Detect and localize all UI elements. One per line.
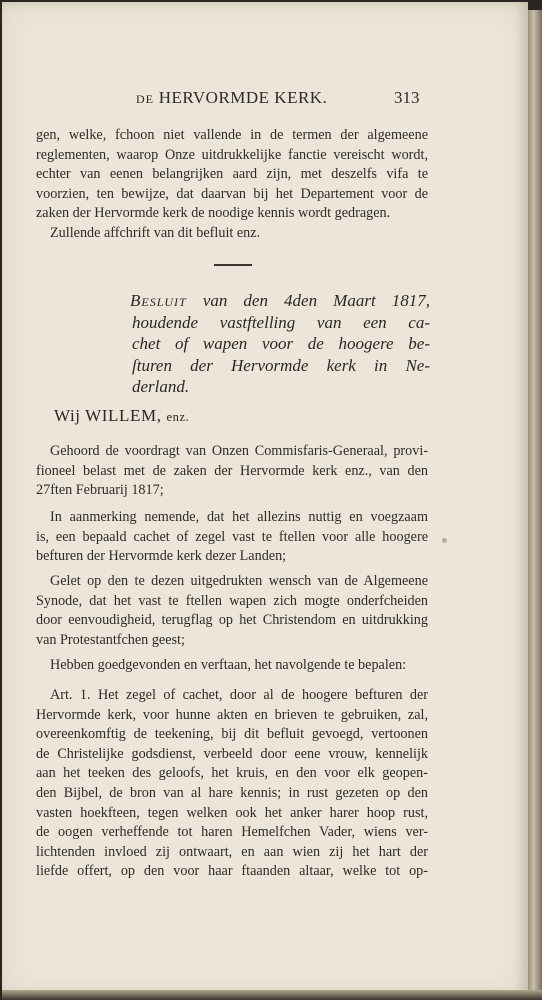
sovereign-name: Wij WILLEM, [54,406,162,425]
decree-title-line: houdende vastftelling van een ca- [132,312,430,332]
text-line: de oogen verheffende tot haren Hemelfchen Vader, wiens ver- [36,824,428,841]
book-bottom-edge [2,990,542,1000]
text-line: Gelet op den te dezen uitgedrukten wensch van de Algemeene [50,573,428,589]
text-line: van Protestantfchen geest; [36,631,185,648]
text-line: Gehoord de voordragt van Onzen Commisfaris-Generaal, provi- [50,443,428,459]
paragraph-top [36,126,428,224]
page-number: 313 [394,88,420,107]
text-line: Hebben goedgevonden en verftaan, het navolgende te bepalen: [50,657,407,673]
decree-title [130,290,430,398]
text-line: Synode, dat het vast te ftellen wapen zich mogte onderfcheiden [36,592,428,609]
decree-first-word: Besluit [130,291,187,310]
running-head [136,88,327,108]
text-line: Art. 1. Het zegel of cachet, door al de hoogere befturen der [50,687,428,703]
text-line: In aanmerking nemende, dat het allezins nuttig en voegzaam [50,509,428,525]
sovereign-suffix: enz. [166,410,190,424]
closing-line [50,224,442,244]
text-line: aan het teeken des geloofs, het kruis, en den voor elk geopen- [36,765,428,782]
decree-title-text: van den 4den Maart 1817, [202,291,430,310]
decree-title-line: chet of wapen voor de hoogere be- [132,334,430,353]
text-line: door eenvoudigheid, terugflag op het Christendom en uitdrukking [36,612,428,629]
text-line: de Christelijke godsdienst, verbeeld door eene vrouw, kennelijk [36,745,428,762]
text-line: befturen der Hervormde kerk dezer Landen; [36,548,287,565]
text-line: vasten hoekfteen, tegen welken ook het anker harer hoop rust, [36,804,428,821]
text-line: fioneel belast met de zaken der Hervormde kerk enz., van den [36,462,428,479]
decree-title-line: derland. [132,377,190,396]
text-line: is, een bepaald cachet of zegel vast te ftellen voor alle hoogere [36,528,428,545]
text-line: lichtenden invloed zij ontwaart, en aan wien zij het hart der [36,843,428,860]
text-line: overeenkomftig de teekening, bij dit befluit gevoegd, vertoonen [36,726,428,743]
decree-title-line [130,290,430,312]
sovereign-heading [54,406,189,426]
text-line: liefde offert, op den voor haar ftaanden altaar, welke tot op- [36,863,428,880]
ink-spot [442,538,447,543]
text-line: zaken der Hervormde kerk de noodige kennis wordt gedragen. [36,205,391,222]
paragraph-gehoord [36,442,428,501]
book-page [2,2,528,996]
page-header [2,88,528,112]
book-page-edge [528,10,542,1000]
paragraph-aanmerking [36,508,428,567]
paragraph-article-1 [36,686,428,882]
paragraph-hebben [36,656,428,676]
text-line: den Bijbel, de bron van al hare kennis; in rust gezeten op den [36,784,428,801]
text-line: gen, welke, fchoon niet vallende in de termen der algemeene [36,127,428,143]
running-head-main: HERVORMDE KERK. [158,88,328,107]
text-line: echter van eenen belangrijken aard zijn, met deszelfs vifa te [36,166,428,183]
text-line: 27ften Februarij 1817; [36,482,164,499]
section-divider [214,264,252,266]
running-head-small: DE [136,92,154,106]
decree-title-line: ſturen der Hervormde kerk in Ne- [132,355,430,375]
paragraph-gelet [36,572,428,650]
text-line: reglementen, waarop Onze uitdrukkelijke fanctie vereischt wordt, [36,146,428,163]
text-line: Zullende affchrift van dit befluit enz. [50,225,261,241]
text-line: Hervormde kerk, voor hunne akten en brieven te gebruiken, zal, [36,706,428,723]
text-line: voorzien, ten bewijze, dat daarvan bij het Departement voor de [36,185,428,202]
